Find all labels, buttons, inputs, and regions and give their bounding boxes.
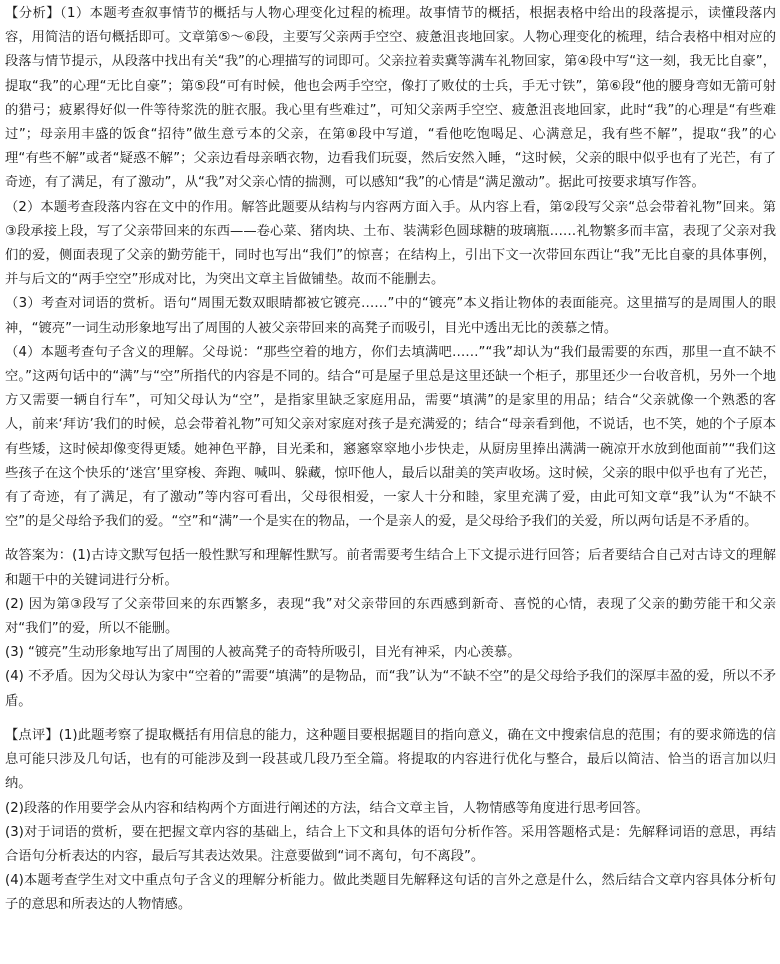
comment-section xyxy=(5,724,776,918)
section-gap xyxy=(5,534,776,544)
analysis-part-2: （2）本题考查段落内容在文中的作用。解答此题要从结构与内容两方面入手。从内容上看，第②段写父亲“总会带着礼物”回来。第③段承接上段，写了父亲带回来的东西——卷心菜、猪肉块、土布、装满彩色圆球糖的玻璃瓶……礼物繁多而丰富，表现了父亲对我们的爱，侧面表现了父亲的勤劳能干，同时也写出“我们”的惊喜；在结构上，引出下文一次带回东西让“我”无比自豪的具体事例，并与后文的“两手空空”形成对比，为突出文章主旨做铺垫。故而不能删去。 xyxy=(5,199,776,288)
analysis-section xyxy=(5,2,776,534)
comment-item-4: (4)本题考查学生对文中重点句子含义的理解分析能力。做此类题目先解释这句话的言外之意是什么，然后结合文章内容具体分析句子的意思和所表达的人物情感。 xyxy=(5,873,776,913)
answer-intro: 故答案为：(1)古诗文默写包括一般性默写和理解性默写。前者需要考生结合上下文提示进行回答；后者要结合自己对古诗文的理解和题干中的关键词进行分析。 xyxy=(5,548,776,588)
answer-section xyxy=(5,544,776,713)
answer-item-3: (3) “镀亮”生动形象地写出了周围的人被高凳子的奇特所吸引，目光有神采，内心羡慕。 xyxy=(5,645,521,661)
answer-item-4: (4) 不矛盾。因为父母认为家中“空着的”需要“填满”的是物品，而“我”认为“不缺不空”的是父母给予我们的深厚丰盈的爱，所以不矛盾。 xyxy=(5,669,776,709)
analysis-part-1: 【分析】（1）本题考查叙事情节的概括与人物心理变化过程的梳理。故事情节的概括，根据表格中给出的段落提示，读懂段落内容，用简洁的语句概括即可。文章第⑤～⑥段，主要写父亲两手空空、疲惫沮丧地回家。人物心理变化的梳理，结合表格中相对应的段落与情节提示，从段落中找出有关“我”的心理描写的词即可。父亲拉着卖冀等满车礼物回家，第④段中写“这一刻，我无比自豪”，提取“我”的心理“无比自豪”；第⑤段“可有时候，他也会两手空空，像打了败仗的士兵，手无寸铁”，第⑥段“他的腰身弯如无箭可射的猎弓；疲累得好似一件等待浆洗的脏衣服。我心里有些难过”，可知父亲两手空空、疲惫沮丧地回家，此时“我”的心理是“有些难过”；母亲用丰盛的饭食“招待”做生意亏本的父亲，在第⑧段中写道，“看他吃饱喝足、心满意足，我有些不解”，提取“我”的心理“有些不解”或者“疑惑不解”；父亲边看母亲晒衣物，边看我们玩耍，然后安然入睡，“这时候，父亲的眼中似乎也有了光芒，有了奇迹，有了满足，有了激动”，从“我”对父亲心情的揣测，可以感知“我”的心情是“满足激动”。据此可按要求填写作答。 xyxy=(5,6,776,191)
comment-item-2: (2)段落的作用要学会从内容和结构两个方面进行阐述的方法，结合文章主旨，人物情感等角度进行思考回答。 xyxy=(5,800,649,816)
analysis-part-4: （4）本题考查句子含义的理解。父母说：“那些空着的地方，你们去填满吧……”“我”却认为“我们最需要的东西，那里一直不缺不空。”这两句话中的“满”与“空”所指代的内容是不同的。结合“可是屋子里总是这里还缺一个柜子，那里还少一台收音机，另外一个地方又需要一辆自行车”，可知父母认为“空”，是指家里缺乏家庭用品，需要“填满”的是家里的用品；结合“父亲就像一个熟悉的客人，前来‘拜访’我们的时候，总会带着礼物”可知父亲对家庭对孩子是充满爱的；结合“母亲看到他，不说话，也不笑，她的个子原本有些矮，这时候却像变得更矮。她神色平静，目光柔和，窸窸窣窣地小步快走，从厨房里捧出满满一碗凉开水放到他面前”“我们这些孩子在这个快乐的‘迷宫’里穿梭、奔跑、喊叫、躲藏，惊吓他人，最后以甜美的笑声收场。这时候，父亲的眼中似乎也有了光芒，有了奇迹，有了满足，有了激动”等内容可看出，父母很相爱，一家人十分和睦，家里充满了爱，由此可知文章“我”认为“不缺不空”的是父母给予我们的爱。“空”和“满”一个是实在的物品，一个是亲人的爱，是父母给予我们的关爱，所以两句话是不矛盾的。 xyxy=(5,344,776,530)
answer-item-2: (2) 因为第③段写了父亲带回来的东西繁多，表现“我”对父亲带回的东西感到新奇、喜悦的心情，表现了父亲的勤劳能干和父亲对“我们”的爱，所以不能删。 xyxy=(5,596,776,637)
comment-item-1: 【点评】(1)此题考察了提取概括有用信息的能力，这种题目要根据题目的指向意义，确在文中搜索信息的范围；有的要求筛选的信息可能只涉及几句话，也有的可能涉及到一段甚或几段乃至全篇。将提取的内容进行优化与整合，最后以简洁、恰当的语言加以归纳。 xyxy=(5,727,776,792)
analysis-part-3: （3）考查对词语的赏析。语句“周围无数双眼睛都被它镀亮……”中的“镀亮”本义指让物体的表面能亮。这里描写的是周围人的眼神，“镀亮”一词生动形象地写出了周围的人被父亲带回来的高凳子而吸引，目光中透出无比的羡慕之情。 xyxy=(5,296,776,336)
comment-item-3: (3)对于词语的赏析，要在把握文章内容的基础上，结合上下文和具体的语句分析作答。采用答题格式是：先解释词语的意思，再结合语句分析表达的内容，最后写其表达效果。注意要做到“词不离句，句不离段”。 xyxy=(5,824,776,864)
section-gap xyxy=(5,714,776,724)
